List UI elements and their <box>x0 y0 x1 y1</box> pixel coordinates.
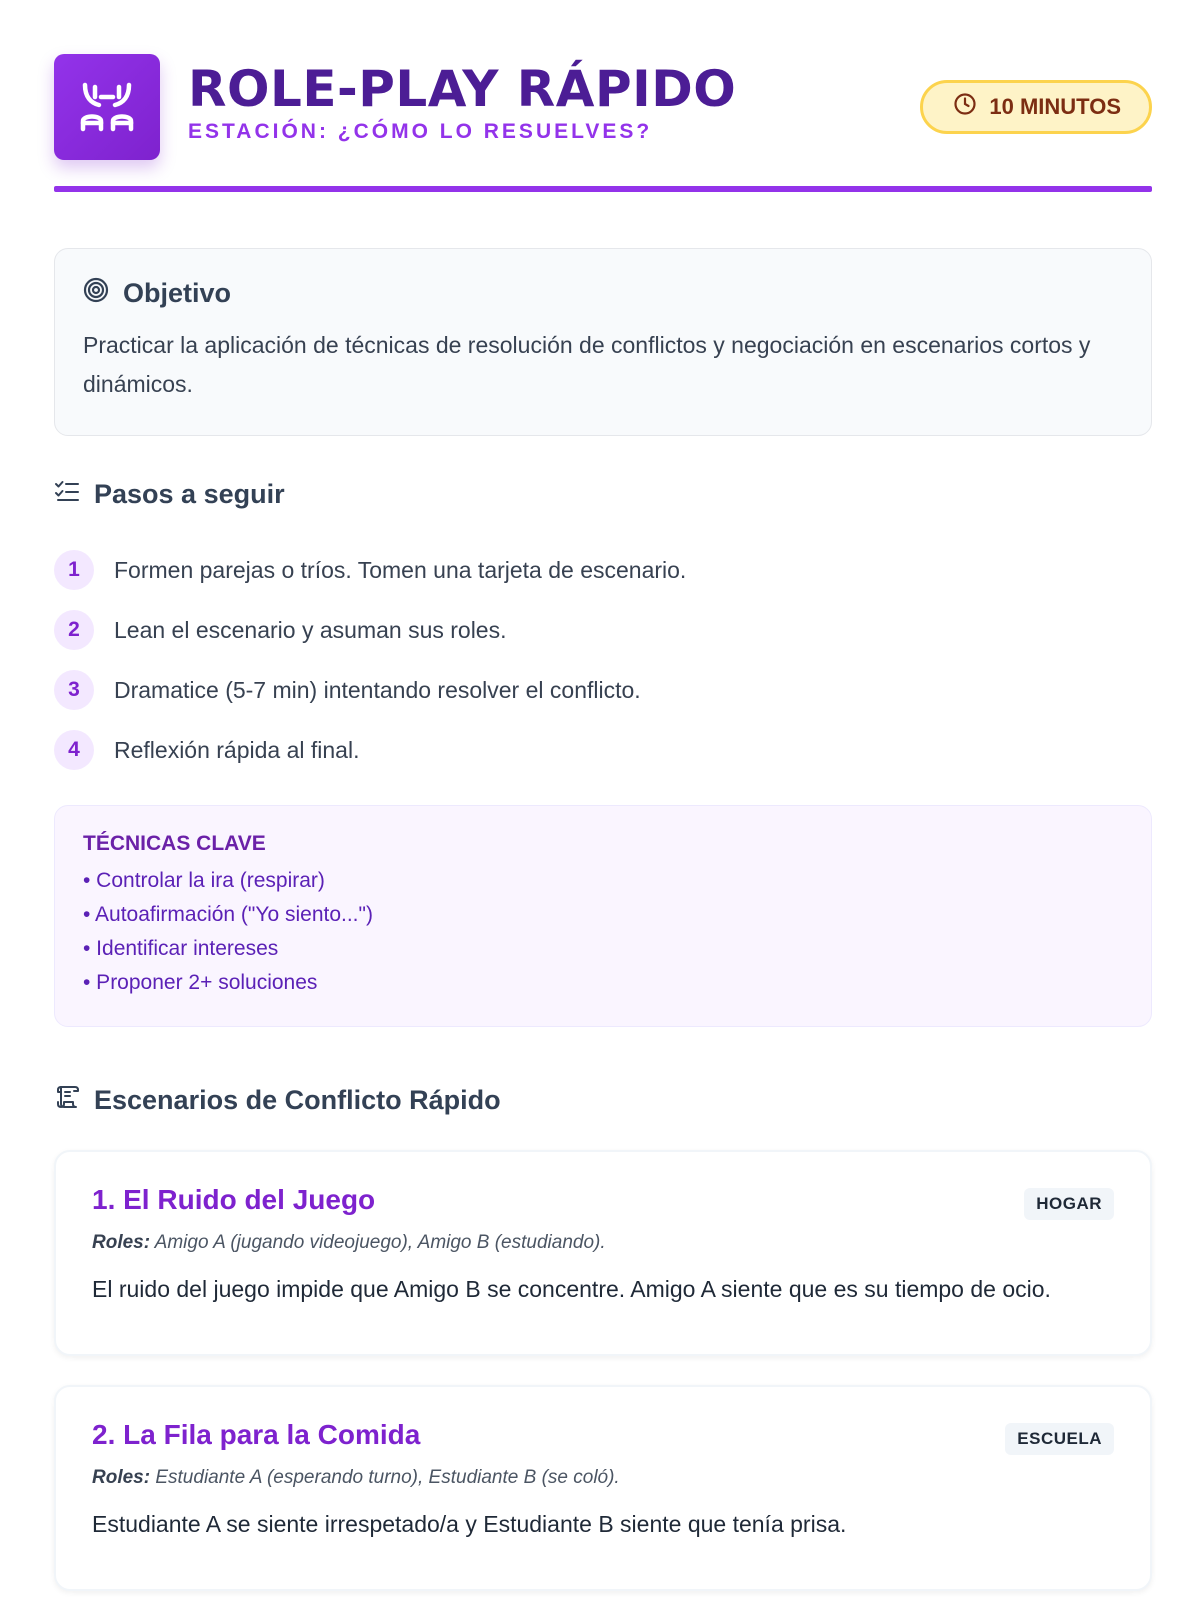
header-divider <box>54 186 1152 192</box>
roles-text: Amigo A (jugando videojuego), Amigo B (estudiando). <box>150 1232 606 1253</box>
techniques-box <box>54 805 1152 1027</box>
scenario-title: 2. La Fila para la Comida <box>92 1419 421 1450</box>
scenario-roles <box>92 1467 1114 1489</box>
objective-text: Practicar la aplicación de técnicas de resolución de conflictos y negociación en escenarios cortos y dinámicos. <box>83 332 1091 397</box>
list-item <box>54 540 1152 600</box>
technique-item: • Controlar la ira (respirar) <box>83 869 325 892</box>
objective-card <box>54 248 1152 436</box>
steps-heading <box>54 478 285 511</box>
roles-label: Roles: <box>92 1232 151 1253</box>
scenario-description: Estudiante A se siente irrespetado/a y Estudiante B siente que tenía prisa. <box>92 1511 847 1537</box>
objective-heading <box>83 277 1123 310</box>
techniques-title: TÉCNICAS CLAVE <box>83 832 266 855</box>
step-number: 3 <box>54 670 94 710</box>
scroll-icon <box>54 1084 80 1117</box>
scenario-roles <box>92 1232 1114 1254</box>
scenario-tag: ESCUELA <box>1005 1423 1114 1455</box>
scenario-description: El ruido del juego impide que Amigo B se concentre. Amigo A siente que es su tiempo de ocio. <box>92 1276 1051 1302</box>
time-badge-label: 10 MINUTOS <box>989 94 1121 119</box>
page <box>54 0 1152 1537</box>
techniques-list <box>83 864 1123 1000</box>
list-item <box>54 720 1152 780</box>
checklist-icon <box>54 478 80 511</box>
scenario-tag: HOGAR <box>1024 1188 1114 1220</box>
time-badge <box>920 80 1152 134</box>
step-number: 1 <box>54 550 94 590</box>
list-item <box>54 660 1152 720</box>
step-number: 2 <box>54 610 94 650</box>
step-text: Formen parejas o tríos. Tomen una tarjeta de escenario. <box>114 556 687 583</box>
technique-item: • Identificar intereses <box>83 937 279 960</box>
steps-list <box>54 540 1152 780</box>
step-text: Dramatice (5-7 min) intentando resolver el conflicto. <box>114 676 641 703</box>
step-text: Reflexión rápida al final. <box>114 736 360 763</box>
steps-heading-label: Pasos a seguir <box>94 479 285 509</box>
clock-icon <box>953 92 977 122</box>
page-subtitle: ESTACIÓN: ¿CÓMO LO RESUELVES? <box>188 120 653 143</box>
scenario-card <box>54 1385 1152 1591</box>
target-icon <box>83 277 109 310</box>
technique-item: • Autoafirmación ("Yo siento...") <box>83 903 373 926</box>
technique-item: • Proponer 2+ soluciones <box>83 971 318 994</box>
step-number: 4 <box>54 730 94 770</box>
roles-text: Estudiante A (esperando turno), Estudiante B (se coló). <box>150 1467 620 1488</box>
roles-label: Roles: <box>92 1467 151 1488</box>
objective-heading-label: Objetivo <box>123 278 232 308</box>
step-text: Lean el escenario y asuman sus roles. <box>114 616 507 643</box>
theater-masks-icon <box>54 54 160 160</box>
header <box>54 0 1152 196</box>
page-title: ROLE-PLAY RÁPIDO <box>188 60 737 118</box>
list-item <box>54 600 1152 660</box>
scenario-title: 1. El Ruido del Juego <box>92 1184 376 1215</box>
scenario-card <box>54 1150 1152 1356</box>
scenarios-heading <box>54 1084 501 1117</box>
scenarios-heading-label: Escenarios de Conflicto Rápido <box>94 1085 501 1115</box>
